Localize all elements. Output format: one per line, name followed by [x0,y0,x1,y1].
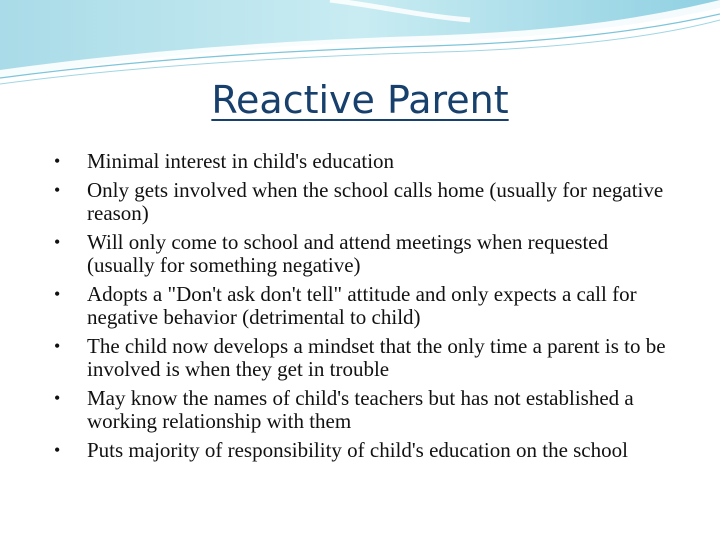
slide-title-text: Reactive Parent [211,78,509,122]
bullet-icon: • [54,440,61,460]
bullet-icon: • [54,151,61,171]
bullet-icon: • [54,284,61,304]
bullet-item [50,150,680,173]
bullet-list [50,150,680,468]
bullet-text: May know the names of child's teachers but has not established a working relationship with them [87,386,634,433]
bullet-icon: • [54,232,61,252]
bullet-icon: • [54,388,61,408]
bullet-text: Will only come to school and attend meetings when requested (usually for something negative) [87,230,609,277]
bullet-icon: • [54,180,61,200]
bullet-icon: • [54,336,61,356]
slide-title [0,78,720,122]
decorative-wave-header [0,0,720,90]
bullet-item [50,283,680,329]
bullet-text: Minimal interest in child's education [87,149,395,173]
bullet-item [50,179,680,225]
bullet-text: Only gets involved when the school calls home (usually for negative reason) [87,178,664,225]
bullet-text: Adopts a "Don't ask don't tell" attitude and only expects a call for negative behavior (detrimental to child) [87,282,637,329]
bullet-item [50,439,680,462]
bullet-item [50,387,680,433]
bullet-text: Puts majority of responsibility of child's education on the school [87,438,628,462]
bullet-text: The child now develops a mindset that the only time a parent is to be involved is when they get in trouble [87,334,666,381]
bullet-item [50,231,680,277]
bullet-item [50,335,680,381]
